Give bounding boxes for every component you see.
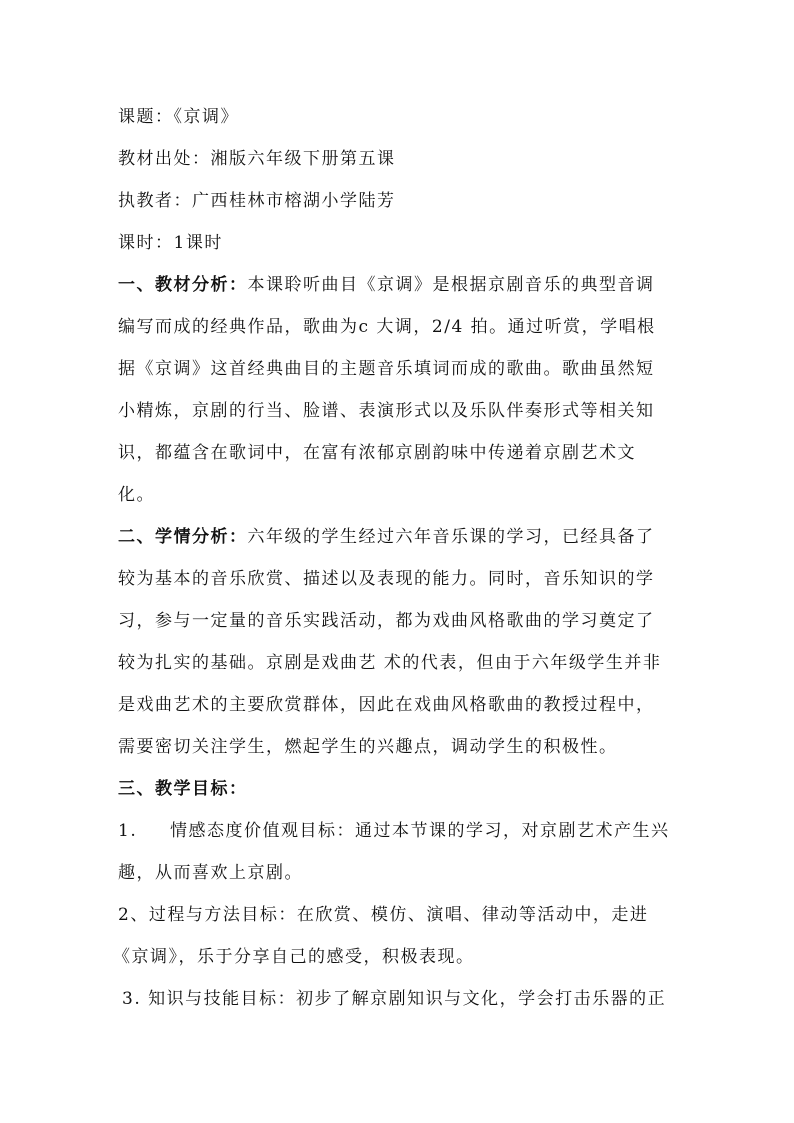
paragraph-line: 识，都蕴含在歌词中，在富有浓郁京剧韵味中传递着京剧艺术文 — [118, 443, 636, 463]
goal1-number: 1. — [118, 821, 138, 841]
section2-heading: 二、学情分析： — [118, 527, 248, 547]
lesson-topic: 课题：《京调》 — [118, 107, 239, 127]
paragraph-text: 本课聆听曲目《京调》是根据京剧音乐的典型音调 — [247, 275, 655, 295]
class-hours: 课时：1课时 — [118, 233, 223, 253]
paragraph-line: 较为扎实的基础。京剧是戏曲艺 术的代表，但由于六年级学生并非 — [118, 653, 662, 673]
paragraph-text: 六年级的学生经过六年音乐课的学习，已经具备了 — [247, 527, 655, 547]
paragraph-line: 较为基本的音乐欣赏、描述以及表现的能力。同时，音乐知识的学 — [118, 569, 655, 589]
goal2-second-line: 《京调》，乐于分享自己的感受，积极表现。 — [113, 947, 475, 967]
goal1-first-line — [118, 820, 670, 842]
section3-heading: 三、教学目标： — [118, 779, 248, 799]
textbook-source: 教材出处：湘版六年级下册第五课 — [118, 149, 396, 169]
goal2-first-line: 2、过程与方法目标：在欣赏、模仿、演唱、律动等活动中，走进 — [118, 905, 649, 925]
section1-heading: 一、教材分析： — [118, 275, 248, 295]
goal1-text: 情感态度价值观目标：通过本节课的学习，对京剧艺术产生兴 — [170, 821, 670, 841]
teacher-info: 执教者：广西桂林市榕湖小学陆芳 — [118, 191, 396, 211]
section2-first-line — [118, 526, 655, 548]
section1-first-line — [118, 274, 655, 296]
paragraph-line: 化。 — [118, 485, 155, 505]
paragraph-line: 小精炼，京剧的行当、脸谱、表演形式以及乐队伴奏形式等相关知 — [118, 401, 655, 421]
paragraph-line: 需要密切关注学生，燃起学生的兴趣点，调动学生的积极性。 — [118, 737, 618, 757]
paragraph-line: 据《京调》这首经典曲目的主题音乐填词而成的歌曲。歌曲虽然短 — [118, 359, 655, 379]
goal3-first-line: 3. 知识与技能目标：初步了解京剧知识与文化，学会打击乐器的正 — [122, 989, 667, 1009]
paragraph-line: 习，参与一定量的音乐实践活动，都为戏曲风格歌曲的学习奠定了 — [118, 611, 655, 631]
paragraph-line: 编写而成的经典作品，歌曲为c 大调，2/4 拍。通过听赏，学唱根 — [118, 317, 656, 337]
paragraph-line: 是戏曲艺术的主要欣赏群体，因此在戏曲风格歌曲的教授过程中， — [118, 695, 655, 715]
goal1-second-line: 趣，从而喜欢上京剧。 — [118, 863, 303, 883]
